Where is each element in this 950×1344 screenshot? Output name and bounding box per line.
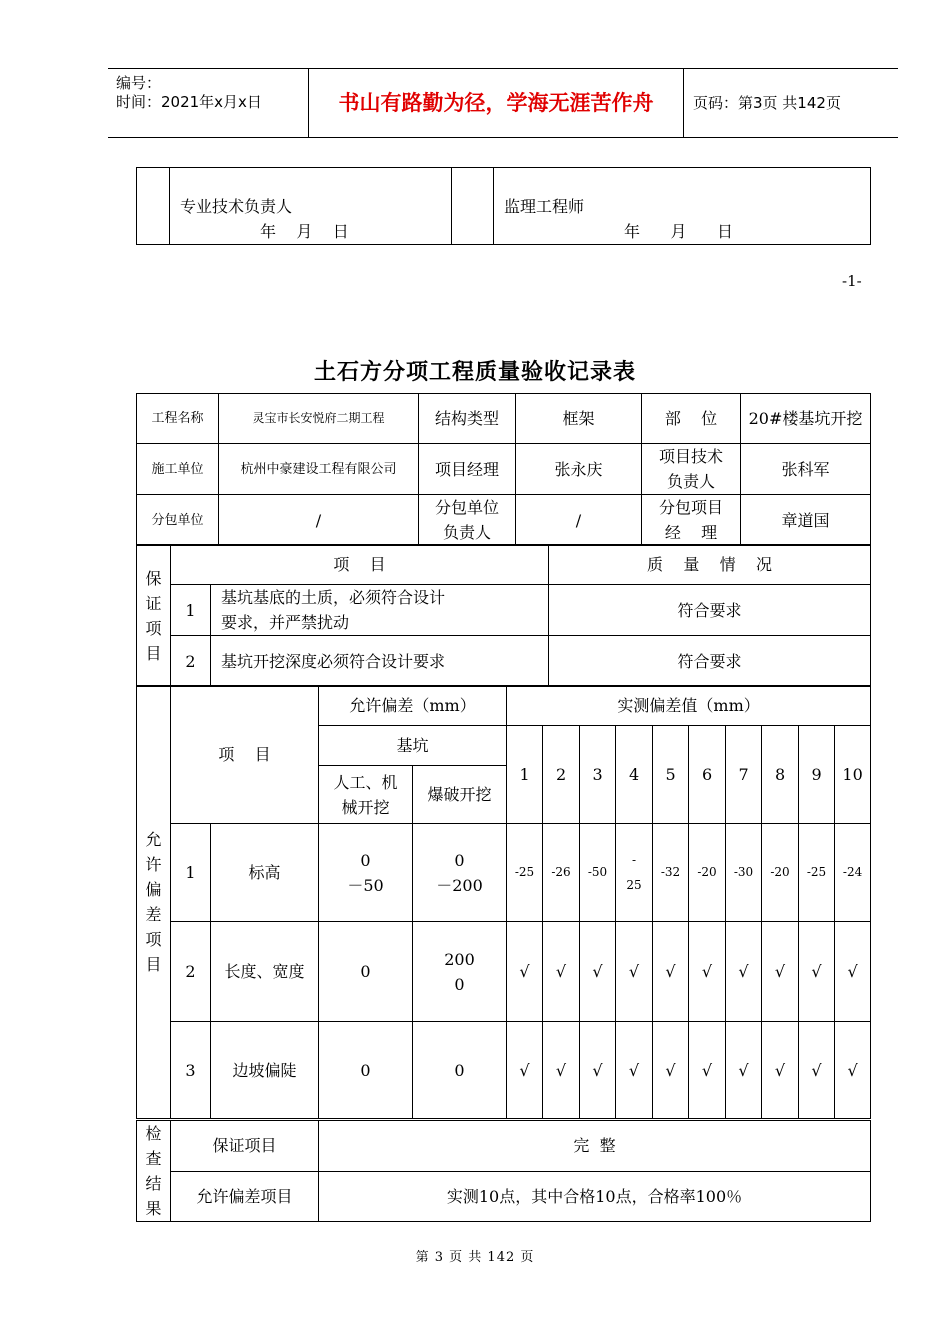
measured-value: √ (835, 1022, 871, 1119)
measured-value: √ (543, 922, 580, 1022)
page-footer: 第 3 页 共 142 页 (415, 1250, 535, 1265)
tech-lead-date: 年 月 日 (260, 222, 349, 241)
measured-value: √ (726, 922, 762, 1022)
number-label: 编号： (116, 74, 162, 92)
point-header: 1 (507, 726, 543, 824)
point-header: 6 (689, 726, 726, 824)
check-guarantee-result: 完 整 (319, 1121, 871, 1172)
row-manual: 0 －50 (319, 824, 413, 922)
pm-value: 张永庆 (516, 444, 642, 495)
row-no: 3 (171, 1022, 211, 1119)
check-section-label: 检查结果 (137, 1121, 171, 1222)
row-no: 1 (171, 824, 211, 922)
point-header: 3 (580, 726, 616, 824)
page-info: 页码：第3页 共142页 (693, 94, 841, 112)
measured-value: -26 (543, 824, 580, 922)
row-manual: 0 (319, 1022, 413, 1119)
check-table (136, 1120, 871, 1222)
point-header: 8 (762, 726, 799, 824)
table-row (137, 636, 871, 687)
measured-value: √ (653, 922, 689, 1022)
check-tolerance-label: 允许偏差项目 (171, 1171, 319, 1222)
row-item: 长度、宽度 (211, 922, 319, 1022)
page-header (108, 68, 898, 138)
row-item: 基坑开挖深度必须符合设计要求 (211, 636, 549, 687)
measured-value: √ (580, 1022, 616, 1119)
allow-label: 允许偏差（mm） (319, 686, 507, 726)
row-result: 符合要求 (549, 585, 871, 636)
row-blast: 0 －200 (413, 824, 507, 922)
pm-label: 项目经理 (419, 444, 516, 495)
page-title: 土石方分项工程质量验收记录表 (313, 359, 636, 385)
measured-value: √ (726, 1022, 762, 1119)
row-blast: 0 (413, 1022, 507, 1119)
sub-label: 分包单位 (137, 495, 219, 546)
measured-value: -20 (762, 824, 799, 922)
table-row (137, 585, 871, 636)
supervisor-sign (494, 168, 871, 245)
sub-head-value: / (516, 495, 642, 546)
manual-label: 人工、机械开挖 (319, 766, 413, 824)
tolerance-col-item: 项 目 (171, 686, 319, 824)
measured-value: √ (689, 1022, 726, 1119)
point-header: 2 (543, 726, 580, 824)
check-tolerance-result: 实测10点，其中合格10点，合格率100％ (319, 1171, 871, 1222)
point-header: 10 (835, 726, 871, 824)
row-item: 基坑基底的土质，必须符合设计要求，并严禁扰动 (211, 585, 549, 636)
measured-value: -32 (653, 824, 689, 922)
sub-pm-value: 章道国 (741, 495, 871, 546)
measured-value: √ (507, 922, 543, 1022)
measured-value: -25 (507, 824, 543, 922)
supervisor-date: 年 月 日 (624, 222, 734, 241)
measured-value: √ (653, 1022, 689, 1119)
supervisor-role: 监理工程师 (504, 197, 585, 216)
measured-value: -25 (799, 824, 835, 922)
table-row (137, 1022, 871, 1119)
guarantee-col-item: 项 目 (171, 545, 549, 585)
point-header: 5 (653, 726, 689, 824)
part-value: 20#楼基坑开挖 (741, 394, 871, 444)
sub-value: / (219, 495, 419, 546)
measured-value: -20 (689, 824, 726, 922)
measured-value: √ (762, 1022, 799, 1119)
structure-value: 框架 (516, 394, 642, 444)
row-item: 边坡偏陡 (211, 1022, 319, 1119)
sub-pm-label: 分包项目经 理 (642, 495, 741, 546)
tolerance-section-label: 允许偏差项目 (137, 686, 171, 1119)
measured-value: √ (799, 922, 835, 1022)
tech-value: 张科军 (741, 444, 871, 495)
measured-value: -30 (726, 824, 762, 922)
info-table (136, 393, 871, 546)
row-no: 2 (171, 922, 211, 1022)
contractor-label: 施工单位 (137, 444, 219, 495)
row-item: 标高 (211, 824, 319, 922)
structure-label: 结构类型 (419, 394, 516, 444)
project-name-label: 工程名称 (137, 394, 219, 444)
measured-value: √ (507, 1022, 543, 1119)
measured-label: 实测偏差值（mm） (507, 686, 871, 726)
tolerance-table (136, 685, 871, 1119)
measured-value: -50 (580, 824, 616, 922)
measured-value: √ (799, 1022, 835, 1119)
measured-value: √ (762, 922, 799, 1022)
point-header: 7 (726, 726, 762, 824)
project-name: 灵宝市长安悦府二期工程 (219, 394, 419, 444)
tech-label: 项目技术负责人 (642, 444, 741, 495)
row-no: 2 (171, 636, 211, 687)
measured-value: √ (616, 922, 653, 1022)
signature-table (136, 167, 871, 245)
row-blast: 200 0 (413, 922, 507, 1022)
page-marker: -1- (842, 272, 862, 290)
row-no: 1 (171, 585, 211, 636)
part-label: 部 位 (642, 394, 741, 444)
guarantee-table (136, 544, 871, 687)
measured-value: √ (580, 922, 616, 1022)
table-row (137, 922, 871, 1022)
contractor-value: 杭州中豪建设工程有限公司 (219, 444, 419, 495)
tech-lead-sign (170, 168, 452, 245)
measured-value: √ (689, 922, 726, 1022)
point-header: 9 (799, 726, 835, 824)
row-manual: 0 (319, 922, 413, 1022)
pit-label: 基坑 (319, 726, 507, 766)
motto: 书山有路勤为径，学海无涯苦作舟 (308, 69, 684, 137)
measured-value: - 25 (616, 824, 653, 922)
time-label: 时间：2021年x月x日 (116, 93, 262, 111)
guarantee-col-quality: 质 量 情 况 (549, 545, 871, 585)
measured-value: √ (543, 1022, 580, 1119)
blast-label: 爆破开挖 (413, 766, 507, 824)
measured-value: √ (835, 922, 871, 1022)
point-header: 4 (616, 726, 653, 824)
guarantee-section-label: 保证项目 (137, 545, 171, 687)
check-guarantee-label: 保证项目 (171, 1121, 319, 1172)
header-meta (108, 69, 308, 137)
row-result: 符合要求 (549, 636, 871, 687)
measured-value: √ (616, 1022, 653, 1119)
tech-lead-role: 专业技术负责人 (180, 197, 293, 216)
measured-value: -24 (835, 824, 871, 922)
sub-head-label: 分包单位负责人 (419, 495, 516, 546)
table-row (137, 824, 871, 922)
